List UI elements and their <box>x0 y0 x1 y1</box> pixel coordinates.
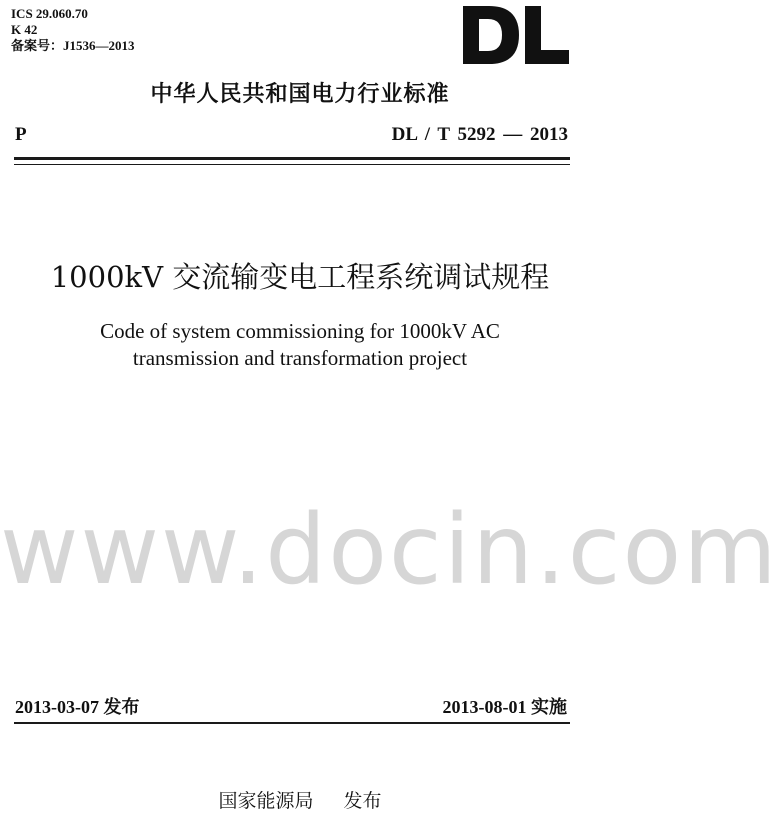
issue-date: 2013-03-07 发布 <box>15 697 140 717</box>
english-title-line-1: Code of system commissioning for 1000kV AC <box>100 319 500 343</box>
issuer-name: 国家能源局 <box>218 790 314 812</box>
issuer-action: 发布 <box>343 790 382 812</box>
header-rule-thin <box>14 164 570 165</box>
footer-rule <box>14 722 570 724</box>
issuer <box>0 788 600 814</box>
dl-logo-letter-d <box>463 6 519 64</box>
dl-logo-letter-l <box>525 6 569 64</box>
watermark: www.docin.com <box>0 494 779 606</box>
industry-title: 中华人民共和国电力行业标准 <box>150 82 450 107</box>
standard-number: DL / T 5292 — 2013 <box>391 124 568 145</box>
dl-logo <box>461 4 571 66</box>
record-number: 备案号：J1536—2013 <box>11 38 135 53</box>
english-title-line-2: transmission and transformation project <box>132 346 468 370</box>
header-rule-thick <box>14 157 570 160</box>
implement-date: 2013-08-01 实施 <box>442 697 567 717</box>
chinese-title: 1000kV 交流输变电工程系统调试规程 <box>50 260 550 294</box>
classification-code: K 42 <box>11 22 38 37</box>
category-letter: P <box>15 124 27 145</box>
ics-code: ICS 29.060.70 <box>11 6 88 21</box>
